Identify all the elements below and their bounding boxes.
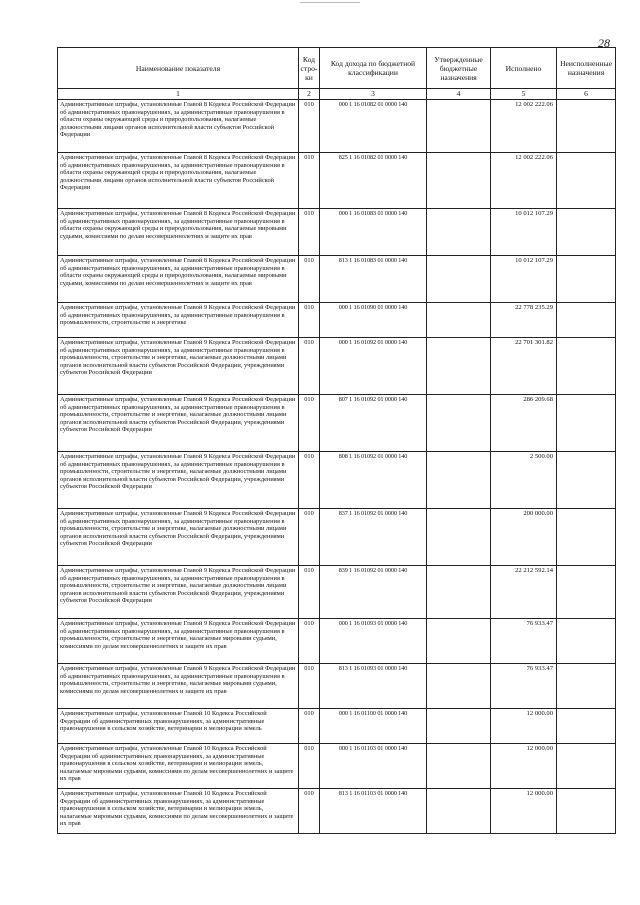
row-line-code: 010: [299, 209, 320, 256]
row-executed: 12 002 222.06: [491, 100, 557, 153]
table-row: [58, 153, 616, 209]
row-name: Административные штрафы, установленные Главой 9 Кодекса Российской Федерации об административных правонарушениях, за административные правонарушения в промышленности, строительстве и энергетике, налагаемые должностными лицами органов исполнительной власти субъектов Российской Федерации, учреждениями субъектов Российской Федерации: [58, 338, 299, 395]
row-income-code: 837 1 16 01092 01 0000 140: [320, 509, 427, 566]
row-unexecuted: [557, 338, 616, 395]
row-income-code: 813 1 16 01093 01 0000 140: [320, 664, 427, 709]
row-approved: [427, 153, 491, 209]
row-unexecuted: [557, 789, 616, 834]
row-name: Административные штрафы, установленные Главой 8 Кодекса Российской Федерации об административных правонарушениях, за административные правонарушения в области охраны окружающей среды и природопользования, налагаемые мировыми судьями, комиссиями по делам несовершеннолетних и защите их прав: [58, 256, 299, 303]
row-executed: 76 933.47: [491, 619, 557, 664]
row-unexecuted: [557, 100, 616, 153]
header-line-code: Код стро-ки: [299, 48, 320, 89]
row-executed: 12 000.00: [491, 709, 557, 744]
column-number: 6: [557, 89, 616, 100]
row-approved: [427, 744, 491, 789]
row-approved: [427, 664, 491, 709]
row-executed: 286 209.68: [491, 395, 557, 452]
table-row: [58, 619, 616, 664]
table-row: [58, 789, 616, 834]
row-approved: [427, 789, 491, 834]
row-unexecuted: [557, 744, 616, 789]
header-income-code: Код дохода по бюджетной классификации: [320, 48, 427, 89]
row-line-code: 010: [299, 664, 320, 709]
table-row: [58, 744, 616, 789]
row-income-code: 813 1 16 01103 01 0000 140: [320, 789, 427, 834]
row-name: Административные штрафы, установленные Главой 9 Кодекса Российской Федерации об административных правонарушениях, за административные правонарушения в промышленности, строительстве и энергетике, налагаемые мировыми судьями, комиссиями по делам несовершеннолетних и защите их прав: [58, 619, 299, 664]
column-number: 3: [320, 89, 427, 100]
table-row: [58, 566, 616, 619]
table-row: [58, 664, 616, 709]
row-approved: [427, 709, 491, 744]
row-approved: [427, 395, 491, 452]
header-unexecuted: Неисполненные назначения: [557, 48, 616, 89]
row-executed: 12 002 222.06: [491, 153, 557, 209]
row-income-code: 808 1 16 01092 01 0000 140: [320, 452, 427, 509]
row-unexecuted: [557, 619, 616, 664]
row-name: Административные штрафы, установленные Главой 9 Кодекса Российской Федерации об административных правонарушениях, за административные правонарушения в промышленности, строительстве и энергетике, налагаемые должностными лицами органов исполнительной власти субъектов Российской Федерации, учреждениями субъектов Российской Федерации: [58, 452, 299, 509]
row-income-code: 000 1 16 01090 01 0000 140: [320, 303, 427, 338]
row-income-code: 813 1 16 01083 01 0000 140: [320, 256, 427, 303]
row-approved: [427, 100, 491, 153]
row-approved: [427, 509, 491, 566]
row-income-code: 000 1 16 01092 01 0000 140: [320, 338, 427, 395]
row-unexecuted: [557, 153, 616, 209]
row-executed: 22 778 235.29: [491, 303, 557, 338]
column-number: 1: [58, 89, 299, 100]
row-line-code: 010: [299, 303, 320, 338]
row-executed: 12 000.00: [491, 789, 557, 834]
row-line-code: 010: [299, 452, 320, 509]
row-line-code: 010: [299, 338, 320, 395]
row-unexecuted: [557, 395, 616, 452]
row-income-code: 000 1 16 01093 01 0000 140: [320, 619, 427, 664]
row-line-code: 010: [299, 789, 320, 834]
row-approved: [427, 452, 491, 509]
row-line-code: 010: [299, 744, 320, 789]
row-line-code: 010: [299, 256, 320, 303]
row-name: Административные штрафы, установленные Главой 8 Кодекса Российской Федерации об административных правонарушениях, за административные правонарушения в области охраны окружающей среды и природопользования, налагаемые мировыми судьями, комиссиями по делам несовершеннолетних и защите их прав: [58, 209, 299, 256]
row-income-code: 000 1 16 01082 01 0000 140: [320, 100, 427, 153]
row-line-code: 010: [299, 566, 320, 619]
table-row: [58, 338, 616, 395]
table-row: [58, 100, 616, 153]
row-income-code: 000 1 16 01103 01 0000 140: [320, 744, 427, 789]
row-executed: 10 012 107.29: [491, 209, 557, 256]
table-row: [58, 256, 616, 303]
table-row: [58, 452, 616, 509]
column-number: 2: [299, 89, 320, 100]
row-line-code: 010: [299, 395, 320, 452]
row-name: Административные штрафы, установленные Главой 10 Кодекса Российской Федерации об административных правонарушениях, за административные правонарушения в сельском хозяйстве, ветеринарии и мелиорации земель: [58, 709, 299, 744]
page-number: 28: [598, 36, 610, 50]
row-approved: [427, 619, 491, 664]
row-unexecuted: [557, 303, 616, 338]
row-unexecuted: [557, 709, 616, 744]
row-name: Административные штрафы, установленные Главой 9 Кодекса Российской Федерации об административных правонарушениях, за административные правонарушения в промышленности, строительстве и энергетике: [58, 303, 299, 338]
row-income-code: 000 1 16 01083 01 0000 140: [320, 209, 427, 256]
row-executed: 22 701 301.82: [491, 338, 557, 395]
row-line-code: 010: [299, 100, 320, 153]
header-executed: Исполнено: [491, 48, 557, 89]
column-number-row: [58, 89, 616, 100]
row-unexecuted: [557, 209, 616, 256]
row-executed: 2 500.00: [491, 452, 557, 509]
header-name: Наименование показателя: [58, 48, 299, 89]
row-name: Административные штрафы, установленные Главой 9 Кодекса Российской Федерации об административных правонарушениях, за административные правонарушения в промышленности, строительстве и энергетике, налагаемые должностными лицами органов исполнительной власти субъектов Российской Федерации, учреждениями субъектов Российской Федерации: [58, 395, 299, 452]
row-executed: 76 933.47: [491, 664, 557, 709]
table-row: [58, 509, 616, 566]
row-executed: 12 000.00: [491, 744, 557, 789]
row-income-code: 825 1 16 01082 01 0000 140: [320, 153, 427, 209]
column-number: 4: [427, 89, 491, 100]
row-unexecuted: [557, 509, 616, 566]
row-name: Административные штрафы, установленные Главой 8 Кодекса Российской Федерации об административных правонарушениях, за административные правонарушения в области охраны окружающей среды и природопользования, налагаемые должностными лицами органов исполнительной власти субъектов Российской Федерации: [58, 100, 299, 153]
row-name: Административные штрафы, установленные Главой 9 Кодекса Российской Федерации об административных правонарушениях, за административные правонарушения в промышленности, строительстве и энергетике, налагаемые должностными лицами органов исполнительной власти субъектов Российской Федерации, учреждениями субъектов Российской Федерации: [58, 509, 299, 566]
table-row: [58, 709, 616, 744]
table-row: [58, 395, 616, 452]
scan-mark: [300, 2, 360, 3]
row-income-code: 839 1 16 01092 01 0000 140: [320, 566, 427, 619]
table-row: [58, 303, 616, 338]
row-line-code: 010: [299, 619, 320, 664]
row-approved: [427, 338, 491, 395]
row-unexecuted: [557, 452, 616, 509]
column-number: 5: [491, 89, 557, 100]
table-row: [58, 209, 616, 256]
row-approved: [427, 566, 491, 619]
row-line-code: 010: [299, 153, 320, 209]
row-executed: 10 012 107.29: [491, 256, 557, 303]
row-name: Административные штрафы, установленные Главой 10 Кодекса Российской Федерации об административных правонарушениях, за административные правонарушения в сельском хозяйстве, ветеринарии и мелиорации земель, налагаемые мировыми судьями, комиссиями по делам несовершеннолетних и защите их прав: [58, 744, 299, 789]
row-name: Административные штрафы, установленные Главой 10 Кодекса Российской Федерации об административных правонарушениях, за административные правонарушения в сельском хозяйстве, ветеринарии и мелиорации земель, налагаемые мировыми судьями, комиссиями по делам несовершеннолетних и защите их прав: [58, 789, 299, 834]
row-name: Административные штрафы, установленные Главой 8 Кодекса Российской Федерации об административных правонарушениях, за административные правонарушения в области охраны окружающей среды и природопользования, налагаемые должностными лицами органов исполнительной власти субъектов Российской Федерации: [58, 153, 299, 209]
row-income-code: 000 1 16 01100 01 0000 140: [320, 709, 427, 744]
row-approved: [427, 209, 491, 256]
header-approved: Утвержденные бюджетные назначения: [427, 48, 491, 89]
row-income-code: 807 1 16 01092 01 0000 140: [320, 395, 427, 452]
row-executed: 22 212 592.14: [491, 566, 557, 619]
row-unexecuted: [557, 566, 616, 619]
row-line-code: 010: [299, 509, 320, 566]
row-unexecuted: [557, 256, 616, 303]
budget-execution-table: [57, 47, 616, 834]
row-approved: [427, 303, 491, 338]
header-row: [58, 48, 616, 89]
row-name: Административные штрафы, установленные Главой 9 Кодекса Российской Федерации об административных правонарушениях, за административные правонарушения в промышленности, строительстве и энергетике, налагаемые мировыми судьями, комиссиями по делам несовершеннолетних и защите их прав: [58, 664, 299, 709]
row-unexecuted: [557, 664, 616, 709]
row-executed: 200 000.00: [491, 509, 557, 566]
row-name: Административные штрафы, установленные Главой 9 Кодекса Российской Федерации об административных правонарушениях, за административные правонарушения в промышленности, строительстве и энергетике, налагаемые должностными лицами органов исполнительной власти субъектов Российской Федерации, учреждениями субъектов Российской Федерации: [58, 566, 299, 619]
row-line-code: 010: [299, 709, 320, 744]
row-approved: [427, 256, 491, 303]
